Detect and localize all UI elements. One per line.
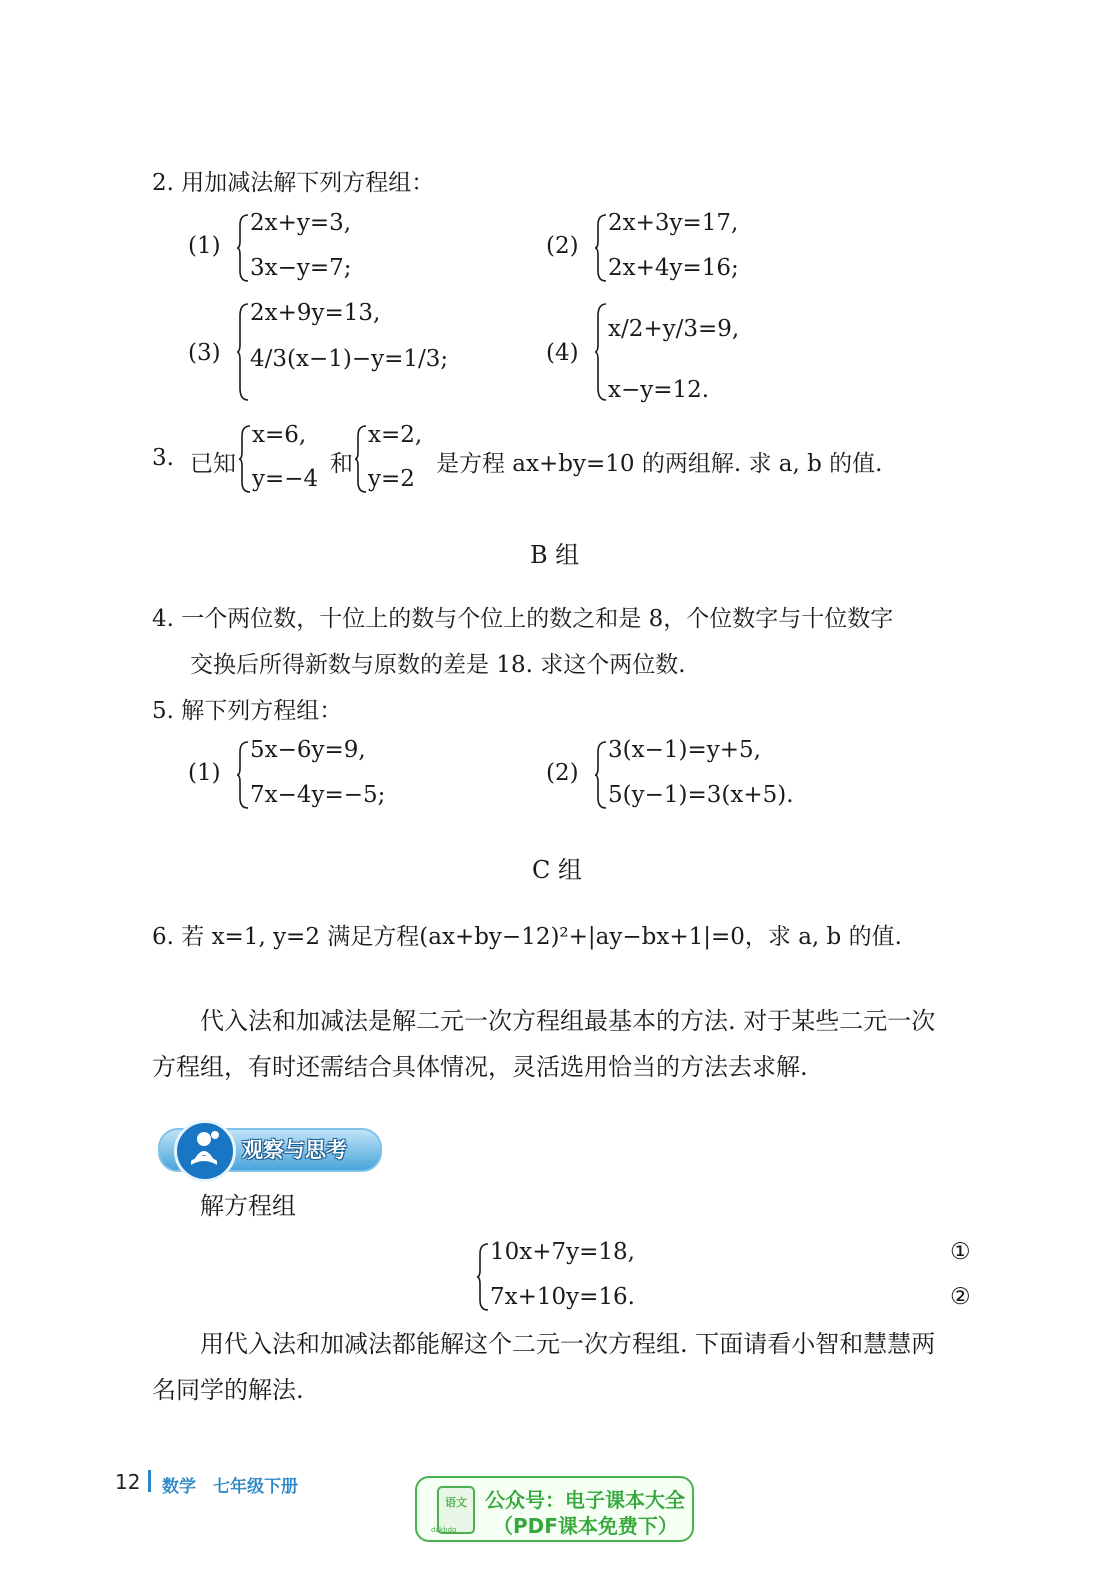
- exercise-4-line-2: 交换后所得新数与原数的差是 18. 求这个两位数.: [190, 652, 686, 678]
- exercise-5-prompt: 5. 解下列方程组：: [152, 698, 343, 724]
- group-c-title: C 组: [532, 856, 582, 884]
- equation: 7x−4y=−5;: [250, 782, 386, 808]
- equation: x=6,: [252, 422, 307, 448]
- equation: 5x−6y=9,: [250, 737, 366, 763]
- badge-title: 观察与思考: [242, 1138, 347, 1162]
- part-label: (2): [546, 760, 579, 786]
- equation: 2x+4y=16;: [608, 255, 739, 281]
- equation-marker-1: ①: [950, 1239, 971, 1265]
- equation: 3(x−1)=y+5,: [608, 737, 761, 763]
- equation-marker-2: ②: [950, 1284, 971, 1310]
- equation: 2x+y=3,: [250, 210, 352, 236]
- part-label: (2): [546, 233, 579, 259]
- left-brace-icon: [476, 1242, 490, 1312]
- equation: 3x−y=7;: [250, 255, 352, 281]
- equation: 5(y−1)=3(x+5).: [608, 782, 794, 808]
- exercise-text: 和: [330, 451, 353, 477]
- part-label: (1): [188, 760, 221, 786]
- exercise-text: 已知: [190, 451, 236, 477]
- equation: x=2,: [368, 422, 423, 448]
- equation-1: 10x+7y=18,: [490, 1239, 635, 1265]
- exercise-number: 3.: [152, 445, 174, 471]
- part-label: (1): [188, 233, 221, 259]
- equation: x−y=12.: [608, 377, 710, 403]
- exercise-text: 是方程 ax+by=10 的两组解. 求 a, b 的值.: [436, 451, 883, 477]
- equation-2: 7x+10y=16.: [490, 1284, 635, 1310]
- footer-divider: [148, 1470, 151, 1492]
- equation: y=−4: [252, 466, 319, 492]
- equation: 2x+9y=13,: [250, 300, 381, 326]
- group-b-title: B 组: [530, 541, 580, 569]
- equation: 4/3(x−1)−y=1/3;: [250, 346, 449, 372]
- watermark-line-2: （PDF课本免费下）: [493, 1514, 678, 1538]
- watermark-icon-caption: dzkbdq: [431, 1526, 457, 1534]
- paragraph-line: 用代入法和加减法都能解这个二元一次方程组. 下面请看小智和慧慧两: [200, 1330, 936, 1358]
- left-brace-icon: [236, 213, 250, 283]
- solve-label: 解方程组: [200, 1192, 296, 1220]
- left-brace-icon: [354, 424, 368, 494]
- equation: x/2+y/3=9,: [608, 316, 740, 342]
- paragraph-line: 方程组，有时还需结合具体情况，灵活选用恰当的方法去求解.: [152, 1053, 808, 1081]
- left-brace-icon: [236, 740, 250, 810]
- left-brace-icon: [238, 424, 252, 494]
- left-brace-icon: [236, 302, 250, 402]
- watermark-badge: [415, 1476, 694, 1542]
- part-label: (4): [546, 340, 579, 366]
- exercise-6: 6. 若 x=1, y=2 满足方程(ax+by−12)²+|ay−bx+1|=0，求 a, b 的值.: [152, 924, 902, 950]
- exercise-4-line-1: 4. 一个两位数，十位上的数与个位上的数之和是 8，个位数字与十位数字: [152, 606, 894, 632]
- part-label: (3): [188, 340, 221, 366]
- paragraph-line: 名同学的解法.: [152, 1376, 304, 1404]
- left-brace-icon: [594, 213, 608, 283]
- paragraph-line: 代入法和加减法是解二元一次方程组最基本的方法. 对于某些二元一次: [200, 1007, 936, 1035]
- left-brace-icon: [594, 740, 608, 810]
- page-number: 12: [115, 1470, 141, 1494]
- observe-think-badge: [150, 1120, 380, 1176]
- equation: 2x+3y=17,: [608, 210, 739, 236]
- watermark-line-1: 公众号：电子课本大全: [485, 1488, 685, 1512]
- book-title: 数学 七年级下册: [162, 1477, 298, 1497]
- exercise-2-prompt: 2. 用加减法解下列方程组：: [152, 170, 435, 196]
- left-brace-icon: [594, 302, 608, 402]
- book-icon-label: 语文: [445, 1496, 467, 1509]
- reader-icon: [174, 1120, 236, 1182]
- equation: y=2: [368, 466, 415, 492]
